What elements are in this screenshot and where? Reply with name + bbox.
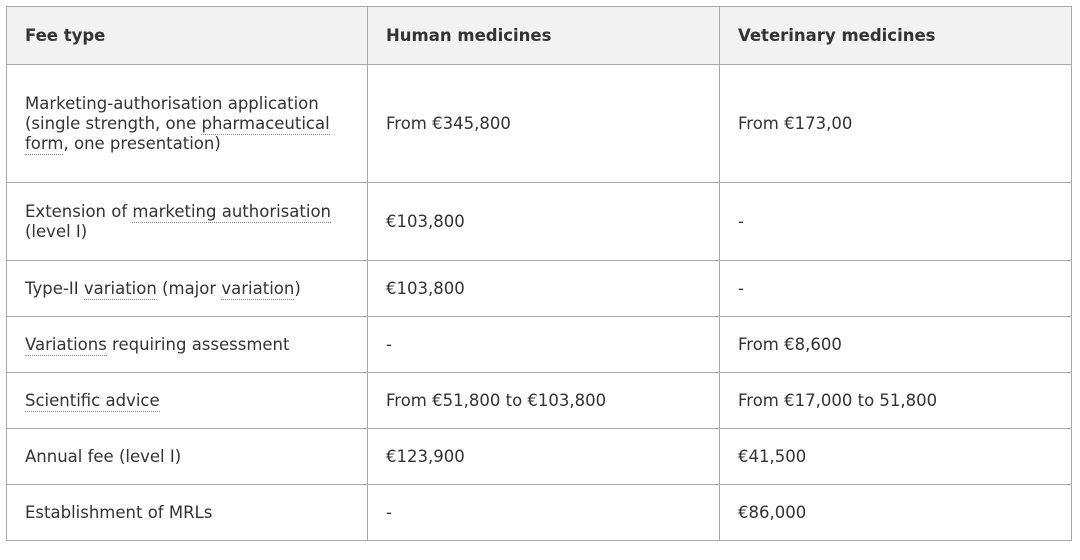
veterinary-fee-cell: €41,500 [720,429,1072,485]
fee-type-text: , one presentation) [63,133,221,153]
human-fee-cell: - [368,485,720,541]
header-human-medicines: Human medicines [368,7,720,65]
header-veterinary-medicines: Veterinary medicines [720,7,1072,65]
glossary-term-scientific-advice[interactable]: Scientific advice [25,390,160,410]
human-fee-cell: €123,900 [368,429,720,485]
veterinary-fee-cell: - [720,183,1072,261]
human-fee-cell: €103,800 [368,261,720,317]
table-row [7,65,1072,183]
fee-type-cell [7,65,368,183]
table-row [7,485,1072,541]
table-body [7,65,1072,541]
veterinary-fee-cell: From €17,000 to 51,800 [720,373,1072,429]
human-fee-cell: From €345,800 [368,65,720,183]
fee-type-text: Type-II [25,278,84,298]
fee-type-text: Marketing-authorisation application (single strength, one [25,93,319,133]
table-row [7,429,1072,485]
glossary-term-variation[interactable]: variation [83,278,157,298]
veterinary-fee-cell: - [720,261,1072,317]
table-row [7,317,1072,373]
fee-type-cell [7,317,368,373]
fee-type-text: requiring assessment [106,334,290,354]
table-row [7,183,1072,261]
fee-table [6,6,1072,541]
human-fee-cell: - [368,317,720,373]
table-row [7,373,1072,429]
header-row [7,7,1072,65]
glossary-term-variation[interactable]: variation [221,278,295,298]
fee-type-cell: Annual fee (level I) [7,429,368,485]
veterinary-fee-cell: €86,000 [720,485,1072,541]
fee-type-cell [7,373,368,429]
human-fee-cell: €103,800 [368,183,720,261]
table-row [7,261,1072,317]
human-fee-cell: From €51,800 to €103,800 [368,373,720,429]
glossary-term-variations[interactable]: Variations [25,334,107,354]
fee-type-text: ) [294,278,301,298]
glossary-term-pharmaceutical-form[interactable]: pharmaceutical form [25,113,330,153]
fee-type-cell: Establishment of MRLs [7,485,368,541]
fee-type-cell [7,183,368,261]
veterinary-fee-cell: From €173,00 [720,65,1072,183]
fee-type-text: Extension of [25,201,133,221]
table-header [7,7,1072,65]
header-fee-type: Fee type [7,7,368,65]
glossary-term-marketing-authorisation[interactable]: marketing authorisation [132,201,331,221]
fee-type-text: (level I) [25,221,88,241]
fee-type-text: (major [156,278,222,298]
fee-type-cell [7,261,368,317]
veterinary-fee-cell: From €8,600 [720,317,1072,373]
